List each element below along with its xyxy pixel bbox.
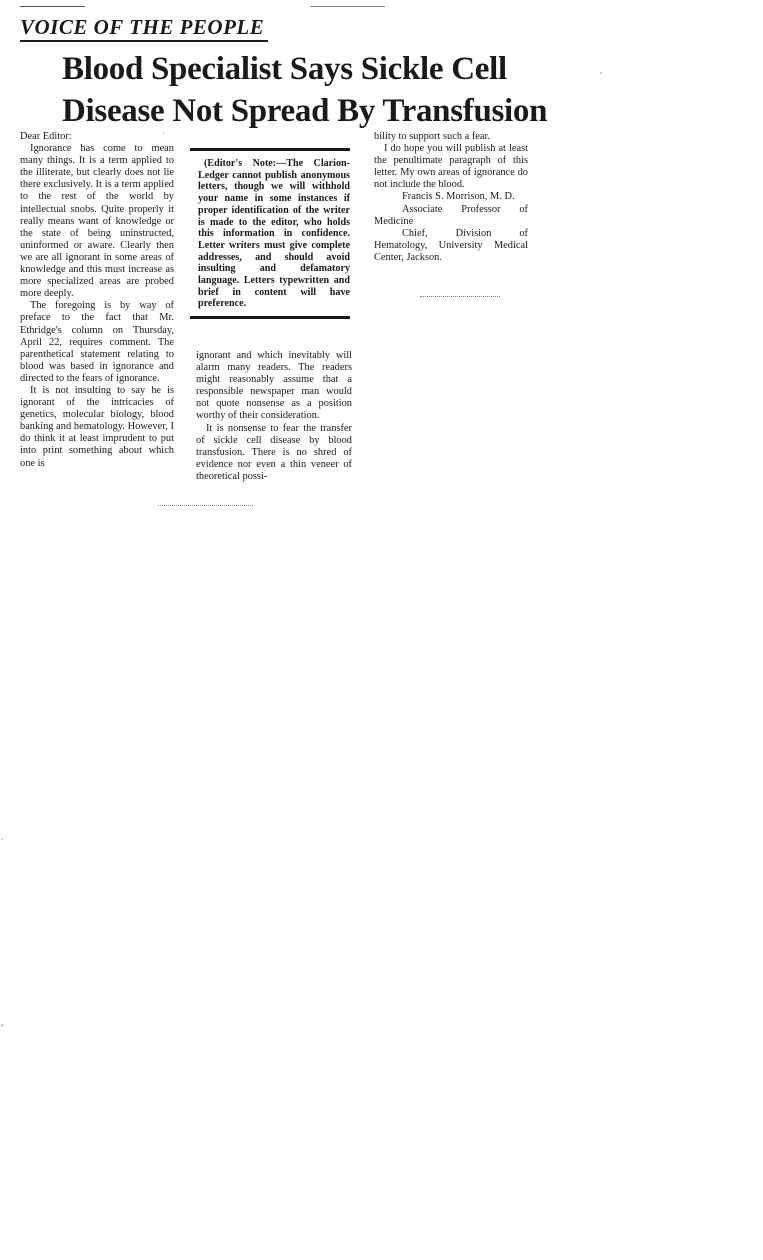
scan-speck xyxy=(163,132,164,135)
signature-department: Chief, Division of Hematology, University Medical Center, Jackson. xyxy=(374,227,528,263)
scan-speck xyxy=(600,72,602,74)
top-rule-right xyxy=(310,6,385,7)
top-rule xyxy=(20,6,85,7)
headline-line-1: Blood Specialist Says Sickle Cell xyxy=(62,51,507,87)
paragraph: It is nonsense to fear the transfer of sickle cell disease by blood transfusion. There is no shred of evidence nor even a thin veneer of theoretical possi- xyxy=(196,422,352,482)
paragraph: ignorant and which inevitably will alarm many readers. The readers might reasonably assume that a responsible newspaper man would not quote nonsense as a position worthy of their consideration. xyxy=(196,350,352,422)
bottom-mark xyxy=(158,505,253,506)
paragraph: bility to support such a fear. xyxy=(374,131,491,142)
end-mark xyxy=(420,296,500,299)
paragraph: I do hope you will publish at least the penultimate paragraph of this letter. My own areas of ignorance do not include the blood. xyxy=(374,143,528,191)
signature-name: Francis S. Morrison, M. D. xyxy=(402,191,515,203)
letter-column-2 xyxy=(196,350,352,483)
editors-note-box xyxy=(190,148,350,319)
letter-column-3 xyxy=(374,131,528,264)
paragraph: It is not insulting to say he is ignorant of the intricacies of genetics, molecular biology, blood banking and hematology. However, I do think it at least imprudent to put into print something about which one is xyxy=(20,384,174,469)
editors-note: (Editor's Note:—The Clarion-Ledger cannot publish anonymous letters, though we will withhold your name in some instances if proper identification of the writer is made to the editor, who holds this information in confidence. Letter writers must give complete addresses, and should avoid insulting and defamatory language. Letters typewritten and brief in content will have preference. xyxy=(198,158,350,310)
letter-column-1 xyxy=(20,131,174,470)
salutation: Dear Editor: xyxy=(20,131,72,142)
headline-line-2: Disease Not Spread By Transfusion xyxy=(62,93,548,129)
signature-title: Associate Professor of Medicine xyxy=(374,203,528,227)
scan-speck xyxy=(1,838,3,840)
paragraph: Ignorance has come to mean many things. It is a term applied to the illiterate, but clearly does not lie there exclusively. It is a term applied to the rest of the world by intellectual snobs. Quite properly it really means want of knowledge or the state of being uninstructed, uninformed or aware. Clearly then we are all ignorant in some areas of knowledge and this must increase as more specialized areas are probed more deeply. xyxy=(20,143,174,300)
section-heading: VOICE OF THE PEOPLE xyxy=(20,14,268,42)
scan-speck xyxy=(1,1024,3,1027)
paragraph: The foregoing is by way of preface to the fact that Mr. Ethridge's column on Thursday, April 22, requires comment. The parenthetical statement relating to blood was based in ignorance and directed to the fears of ignorance. xyxy=(20,300,174,384)
